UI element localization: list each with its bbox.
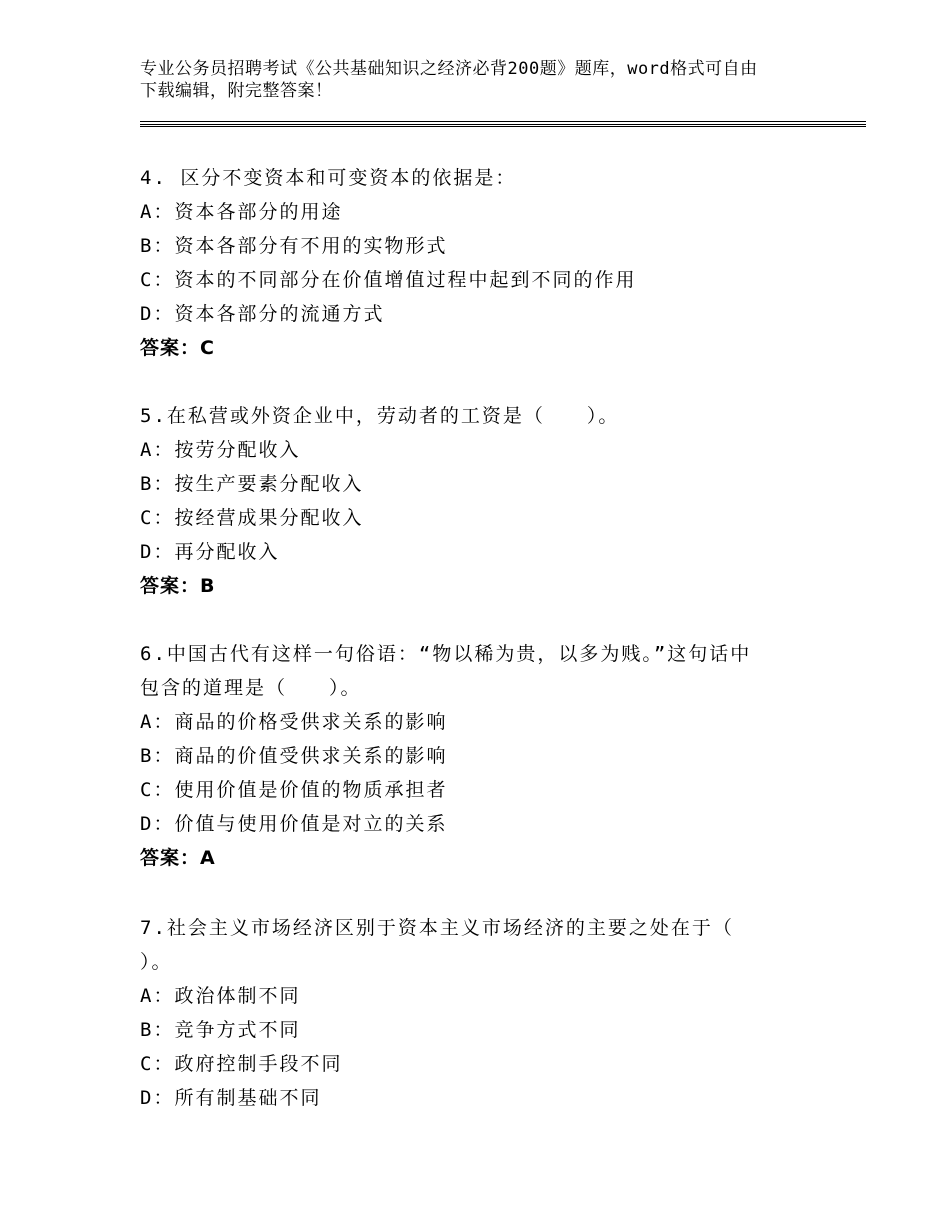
option-d: D：资本各部分的流通方式: [140, 303, 385, 325]
option-b: B：商品的价值受供求关系的影响: [140, 745, 448, 767]
option-c: C：按经营成果分配收入: [140, 507, 364, 529]
answer: 答案：B: [140, 575, 216, 597]
question-text-line-1: 7.社会主义市场经济区别于资本主义市场经济的主要之处在于（: [140, 917, 734, 939]
option-b: B：按生产要素分配收入: [140, 473, 364, 495]
question-text-line-2: ）。: [140, 951, 173, 973]
option-c: C：使用价值是价值的物质承担者: [140, 779, 448, 801]
header-divider-line: [140, 121, 866, 122]
option-c: C：政府控制手段不同: [140, 1053, 343, 1075]
question-5: [140, 399, 840, 603]
header-divider-line: [140, 124, 866, 125]
option-d: D：所有制基础不同: [140, 1087, 322, 1109]
question-6: [140, 637, 840, 875]
option-d: D：再分配收入: [140, 541, 280, 563]
header-line-2: 下载编辑，附完整答案！: [140, 81, 333, 101]
question-7: [140, 911, 840, 1115]
option-b: B：竞争方式不同: [140, 1019, 301, 1041]
answer: 答案：C: [140, 337, 215, 359]
header-line-1: 专业公务员招聘考试《公共基础知识之经济必背200题》题库，word格式可自由: [140, 59, 758, 79]
question-text: 5.在私营或外资企业中，劳动者的工资是（ ）。: [140, 405, 620, 427]
question-text-line-2: 包含的道理是（ ）。: [140, 677, 362, 699]
option-a: A：资本各部分的用途: [140, 201, 343, 223]
option-c: C：资本的不同部分在价值增值过程中起到不同的作用: [140, 269, 637, 291]
option-a: A：按劳分配收入: [140, 439, 301, 461]
question-text-line-1: 6.中国古代有这样一句俗语：“物以稀为贵，以多为贱。”这句话中: [140, 643, 752, 665]
option-d: D：价值与使用价值是对立的关系: [140, 813, 448, 835]
option-b: B：资本各部分有不用的实物形式: [140, 235, 448, 257]
answer: 答案：A: [140, 847, 216, 869]
question-text: 4. 区分不变资本和可变资本的依据是：: [140, 167, 517, 189]
question-4: [140, 161, 840, 365]
document-header: [140, 58, 820, 102]
header-divider-line: [140, 126, 866, 127]
option-a: A：政治体制不同: [140, 985, 301, 1007]
option-a: A：商品的价格受供求关系的影响: [140, 711, 448, 733]
